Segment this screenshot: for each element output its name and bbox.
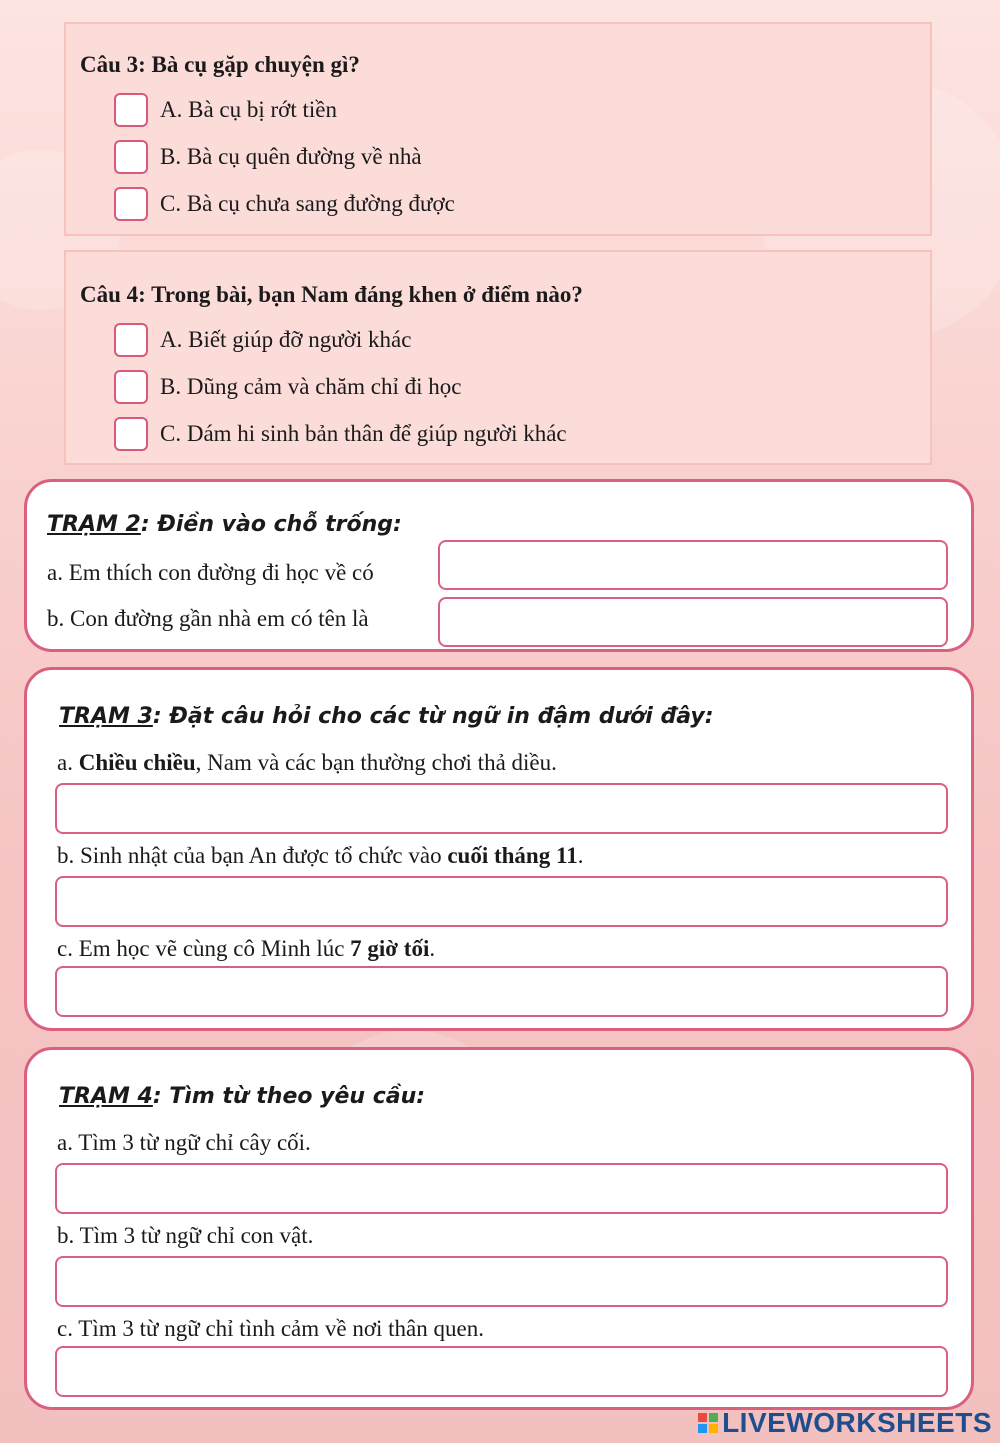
station-4-answer-a[interactable] bbox=[55, 1163, 948, 1214]
station-3-heading bbox=[59, 704, 714, 729]
question-4-title: Câu 4: Trong bài, bạn Nam đáng khen ở điểm nào? bbox=[80, 282, 583, 307]
station-2-heading bbox=[47, 512, 402, 537]
checkbox[interactable] bbox=[114, 370, 148, 404]
question-3-box bbox=[64, 22, 932, 236]
station-2-answer-a[interactable] bbox=[438, 540, 948, 590]
text-segment: c. Em học vẽ cùng cô Minh lúc bbox=[57, 936, 351, 961]
bold-phrase: cuối tháng 11 bbox=[447, 843, 578, 868]
option-label: C. Dám hi sinh bản thân để giúp người khác bbox=[160, 421, 567, 446]
station-3-item-a bbox=[57, 750, 557, 776]
option-label: B. Bà cụ quên đường về nhà bbox=[160, 144, 422, 169]
text-segment: b. Sinh nhật của bạn An được tổ chức vào bbox=[57, 843, 448, 868]
station-2-instruction: : Điền vào chỗ trống: bbox=[140, 512, 402, 537]
station-2-answer-b[interactable] bbox=[438, 597, 948, 647]
station-3-tag: TRẠM 3 bbox=[59, 704, 153, 729]
option-label: C. Bà cụ chưa sang đường được bbox=[160, 191, 455, 216]
question-4-option-c[interactable] bbox=[114, 416, 567, 452]
station-3-card bbox=[24, 667, 974, 1031]
station-3-item-c bbox=[57, 936, 435, 962]
option-label: A. Bà cụ bị rớt tiền bbox=[160, 97, 337, 122]
station-3-item-b bbox=[57, 843, 583, 869]
question-3-title: Câu 3: Bà cụ gặp chuyện gì? bbox=[80, 52, 360, 77]
option-label: A. Biết giúp đỡ người khác bbox=[160, 327, 412, 352]
station-2-tag: TRẠM 2 bbox=[47, 512, 141, 537]
bold-phrase: 7 giờ tối bbox=[350, 936, 430, 961]
station-4-heading bbox=[59, 1084, 425, 1109]
text-segment: , Nam và các bạn thường chơi thả diều. bbox=[195, 750, 557, 775]
text-segment: . bbox=[429, 936, 436, 961]
checkbox[interactable] bbox=[114, 187, 148, 221]
station-4-instruction: : Tìm từ theo yêu cầu: bbox=[152, 1084, 426, 1109]
question-3-option-a[interactable] bbox=[114, 92, 337, 128]
station-4-item-c: c. Tìm 3 từ ngữ chỉ tình cảm về nơi thân quen. bbox=[57, 1316, 484, 1341]
station-2-card bbox=[24, 479, 974, 652]
checkbox[interactable] bbox=[114, 417, 148, 451]
question-4-option-b[interactable] bbox=[114, 369, 461, 405]
station-3-answer-b[interactable] bbox=[55, 876, 948, 927]
question-3-option-c[interactable] bbox=[114, 186, 455, 222]
station-3-instruction: : Đặt câu hỏi cho các từ ngữ in đậm dưới đây: bbox=[152, 704, 714, 729]
station-4-item-b: b. Tìm 3 từ ngữ chỉ con vật. bbox=[57, 1223, 314, 1248]
checkbox[interactable] bbox=[114, 323, 148, 357]
option-label: B. Dũng cảm và chăm chỉ đi học bbox=[160, 374, 462, 399]
checkbox[interactable] bbox=[114, 140, 148, 174]
station-2-item-a: a. Em thích con đường đi học về có bbox=[47, 560, 374, 585]
station-4-card bbox=[24, 1047, 974, 1410]
station-4-answer-c[interactable] bbox=[55, 1346, 948, 1397]
station-2-item-b: b. Con đường gần nhà em có tên là bbox=[47, 606, 369, 631]
question-4-option-a[interactable] bbox=[114, 322, 411, 358]
question-4-box bbox=[64, 250, 932, 465]
text-segment: . bbox=[577, 843, 584, 868]
station-3-answer-a[interactable] bbox=[55, 783, 948, 834]
text-segment: a. bbox=[57, 750, 79, 775]
liveworksheets-logo bbox=[698, 1407, 992, 1439]
checkbox[interactable] bbox=[114, 93, 148, 127]
station-3-answer-c[interactable] bbox=[55, 966, 948, 1017]
station-4-answer-b[interactable] bbox=[55, 1256, 948, 1307]
bold-phrase: Chiều chiều bbox=[78, 750, 196, 775]
station-4-item-a: a. Tìm 3 từ ngữ chỉ cây cối. bbox=[57, 1130, 311, 1155]
brand-text: LIVEWORKSHEETS bbox=[722, 1407, 992, 1438]
liveworksheets-logo-icon bbox=[698, 1413, 718, 1433]
question-3-option-b[interactable] bbox=[114, 139, 422, 175]
station-4-tag: TRẠM 4 bbox=[59, 1084, 153, 1109]
